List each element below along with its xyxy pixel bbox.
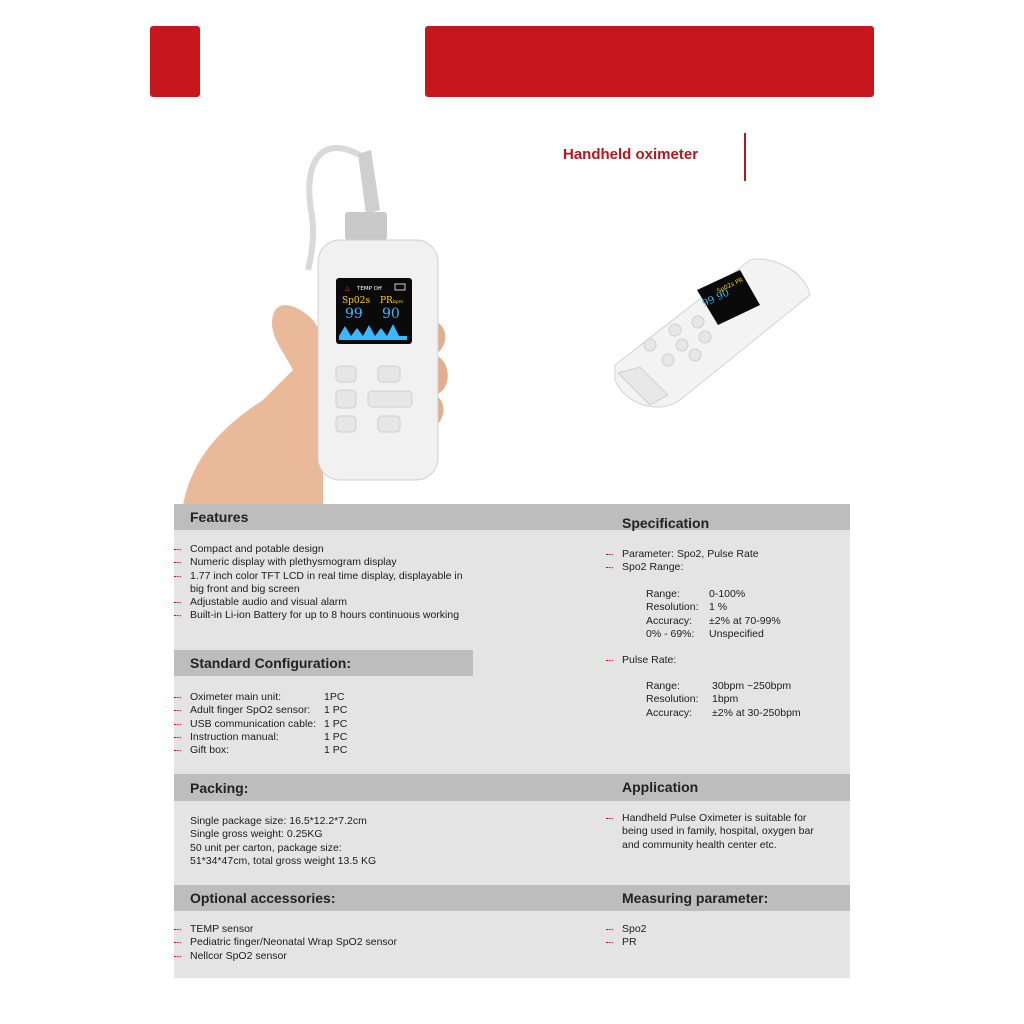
config-item-name: Instruction manual:: [190, 730, 279, 743]
pulse-rate-block: [606, 654, 676, 667]
spec-parameter: → Parameter: Spo2, Pulse Rate: [606, 548, 759, 561]
list-item: → 1.77 inch color TFT LCD in real time display, displayable in: [174, 570, 463, 583]
spec-key: Range:: [646, 588, 680, 600]
packing-heading-text: Packing:: [190, 779, 249, 796]
angled-device-image: [600, 255, 815, 415]
optional-heading-text: Optional accessories:: [190, 890, 336, 906]
config-item-name: Gift box:: [190, 744, 230, 757]
standard-config-heading-text: Standard Configuration:: [190, 655, 351, 671]
application-heading: Application: [622, 779, 699, 795]
standard-config-list: [174, 691, 347, 757]
list-item: [174, 691, 347, 704]
title-divider: [744, 133, 746, 181]
screen-pr-unit: bpm: [393, 300, 404, 305]
product-title: Handheld oximeter: [563, 146, 699, 163]
top-banner-left: [150, 26, 200, 97]
config-item-name: Adult finger SpO2 sensor:: [190, 704, 311, 717]
list-item: [174, 744, 347, 757]
spec-key: 0% - 69%:: [646, 627, 695, 640]
config-item-name: USB communication cable:: [190, 717, 317, 730]
spec-value: ±2% at 30-250bpm: [712, 706, 801, 719]
features-heading: [174, 504, 850, 530]
spec-value: 30bpm ~250bpm: [712, 680, 792, 692]
packing-line: 51*34*47cm, total gross weight 13.5 KG: [190, 854, 377, 867]
standard-config-heading: [174, 650, 473, 676]
handheld-device-illustration: [173, 120, 473, 506]
config-item-qty: 1 PC: [324, 744, 348, 757]
list-item: [174, 718, 347, 731]
angled-device-illustration: [600, 255, 815, 415]
screen-pr-label: PR: [380, 296, 393, 306]
specification-block: [606, 548, 759, 575]
application-line: being used in family, hospital, oxygen bar: [622, 825, 814, 838]
list-item: → Numeric display with plethysmogram display: [174, 556, 463, 569]
spec-key: Range:: [646, 680, 680, 692]
spec-value: 1 %: [709, 601, 728, 614]
list-item: → Spo2: [606, 923, 647, 936]
spo2-spec-table: [646, 588, 781, 641]
spec-key: Resolution:: [646, 601, 699, 614]
config-item-qty: 1PC: [324, 691, 345, 703]
packing-text: [190, 815, 376, 868]
top-banner-right: [425, 26, 874, 97]
packing-line: Single package size: 16.5*12.2*7.2cm: [190, 815, 367, 827]
application-text: [606, 812, 814, 852]
list-item: → PR: [606, 936, 647, 949]
spec-pulse-label: → Pulse Rate:: [606, 654, 676, 667]
list-item: → Nellcor SpO2 sensor: [174, 950, 397, 963]
list-item: [174, 731, 347, 744]
spec-key: Resolution:: [646, 693, 699, 706]
packing-heading: [174, 774, 850, 801]
spec-key: Accuracy:: [646, 614, 693, 627]
spec-value: ±2% at 70-99%: [709, 614, 781, 627]
handheld-device-image: [173, 120, 473, 506]
specification-heading: Specification: [622, 515, 710, 531]
optional-list: [174, 923, 397, 963]
list-item: → Built-in Li-ion Battery for up to 8 hours continuous working: [174, 609, 463, 622]
list-item: [174, 704, 347, 717]
spec-value: Unspecified: [709, 627, 764, 640]
list-item: → Compact and potable design: [174, 543, 463, 556]
list-item-continuation: big front and big screen: [190, 582, 300, 595]
measuring-heading: Measuring parameter:: [622, 890, 769, 906]
screen-pr-value: 90: [382, 306, 400, 322]
spec-value: 0-100%: [709, 588, 746, 600]
list-item: → Pediatric finger/Neonatal Wrap SpO2 sensor: [174, 936, 397, 949]
config-item-qty: 1 PC: [324, 717, 348, 730]
svg-text:99 90: 99 90: [700, 287, 732, 310]
list-item: → Adjustable audio and visual alarm: [174, 596, 463, 609]
packing-line: Single gross weight: 0.25KG: [190, 828, 323, 841]
packing-line: 50 unit per carton, package size:: [190, 841, 342, 854]
features-list: [174, 543, 463, 623]
spec-spo2-range-label: → Spo2 Range:: [606, 561, 759, 574]
screen-spo2-label: Sp02s: [342, 296, 370, 306]
config-item-name: Oximeter main unit:: [190, 691, 282, 703]
spec-value: 1bpm: [712, 693, 739, 706]
application-line: → Handheld Pulse Oximeter is suitable for: [606, 812, 814, 825]
measuring-list: [606, 923, 647, 950]
pulse-spec-table: [646, 680, 801, 720]
config-item-qty: 1 PC: [324, 730, 348, 743]
spec-key: Accuracy:: [646, 706, 693, 719]
application-line: and community health center etc.: [622, 838, 777, 851]
list-item: → TEMP sensor: [174, 923, 397, 936]
screen-spo2-value: 99: [345, 306, 363, 322]
config-item-qty: 1 PC: [324, 704, 348, 717]
features-heading-text: Features: [190, 509, 249, 525]
svg-text:Sp02s PR: Sp02s PR: [715, 276, 745, 295]
screen-temp-label: TEMP Off: [357, 286, 382, 292]
screen-alarm-icon: △: [345, 285, 350, 292]
